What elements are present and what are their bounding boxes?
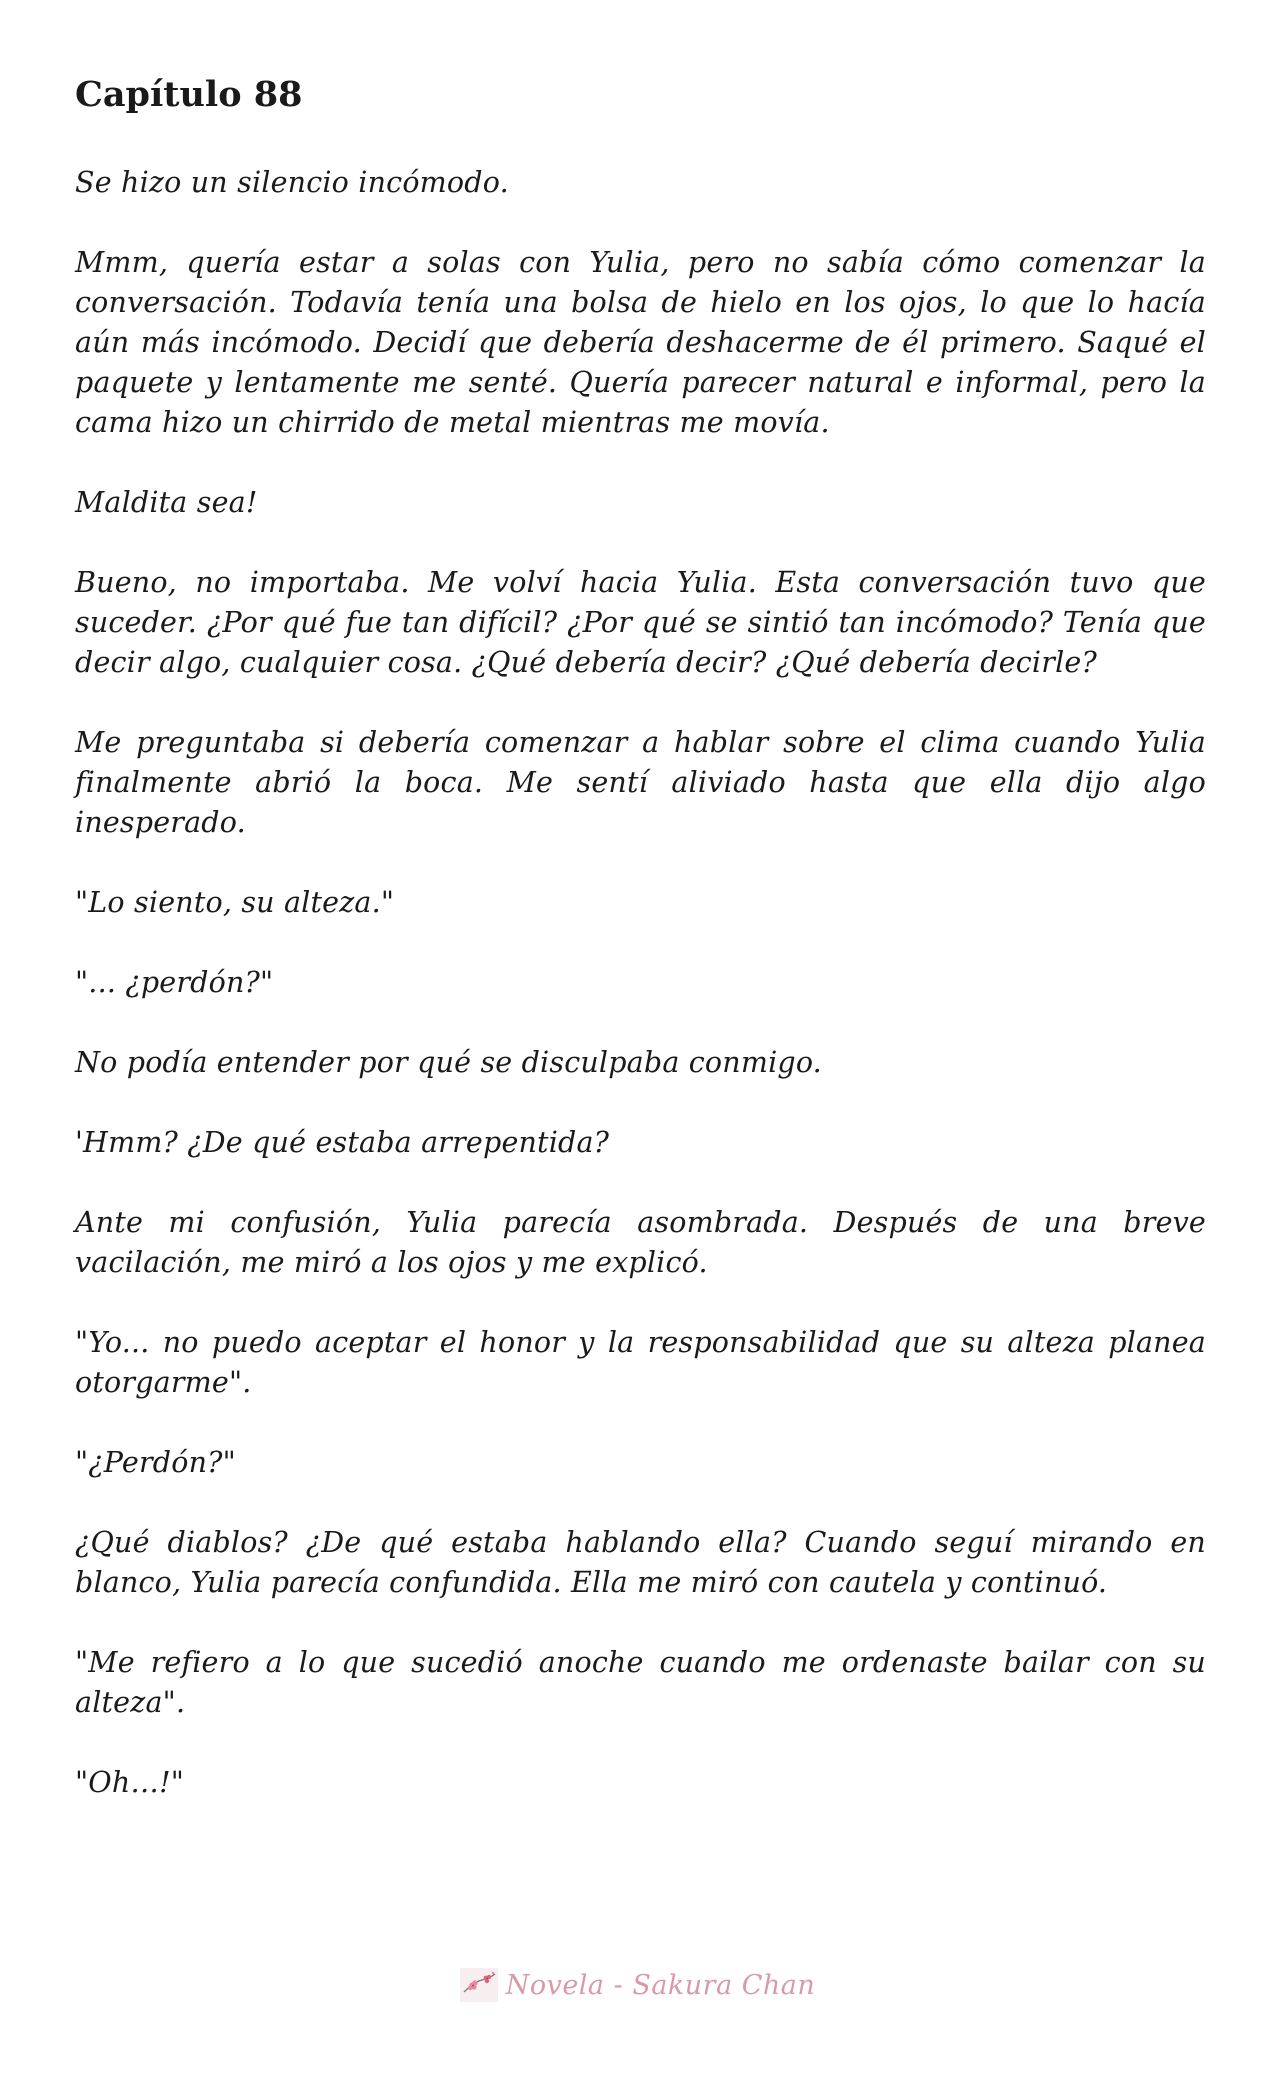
paragraph: No podía entender por qué se disculpaba conmigo. [75, 1046, 822, 1079]
watermark-text: Novela - Sakura Chan [505, 1969, 816, 2001]
paragraph: Maldita sea! [75, 486, 258, 519]
paragraph: "Oh…!" [75, 1766, 185, 1799]
chapter-page [75, 72, 1206, 1843]
paragraph: Mmm, quería estar a solas con Yulia, pero no sabía cómo comenzar la conversación. Todavía tenía una bolsa de hielo en los ojos, lo que lo hacía aún más incómodo. Decidí que debería deshacerme de él primero. Saqué el paquete y lentamente me senté. Quería parecer natural e informal, pero la cama hizo un chirrido de metal mientras me movía. [75, 246, 1206, 439]
paragraph: "¿Perdón?" [75, 1446, 236, 1479]
paragraph: Ante mi confusión, Yulia parecía asombrada. Después de una breve vacilación, me miró a los ojos y me explicó. [75, 1206, 1206, 1279]
paragraph: "... ¿perdón?" [75, 966, 274, 999]
paragraph: ¿Qué diablos? ¿De qué estaba hablando ella? Cuando seguí mirando en blanco, Yulia parecía confundida. Ella me miró con cautela y continuó. [75, 1526, 1206, 1599]
paragraph: Se hizo un silencio incómodo. [75, 166, 509, 199]
paragraph: "Yo... no puedo aceptar el honor y la responsabilidad que su alteza planea otorgarme". [75, 1326, 1206, 1399]
paragraph: Me preguntaba si debería comenzar a hablar sobre el clima cuando Yulia finalmente abrió la boca. Me sentí aliviado hasta que ella dijo algo inesperado. [75, 726, 1206, 839]
paragraph: Bueno, no importaba. Me volví hacia Yulia. Esta conversación tuvo que suceder. ¿Por qué fue tan difícil? ¿Por qué se sintió tan incómodo? Tenía que decir algo, cualquier cosa. ¿Qué debería decir? ¿Qué debería decirle? [75, 566, 1206, 679]
paragraph: "Lo siento, su alteza." [75, 886, 395, 919]
watermark [0, 1968, 1275, 2002]
chapter-title: Capítulo 88 [75, 74, 303, 115]
paragraph: 'Hmm? ¿De qué estaba arrepentida? [75, 1126, 610, 1159]
sakura-blossom-icon [460, 1968, 498, 2002]
paragraph: "Me refiero a lo que sucedió anoche cuando me ordenaste bailar con su alteza". [75, 1646, 1206, 1719]
